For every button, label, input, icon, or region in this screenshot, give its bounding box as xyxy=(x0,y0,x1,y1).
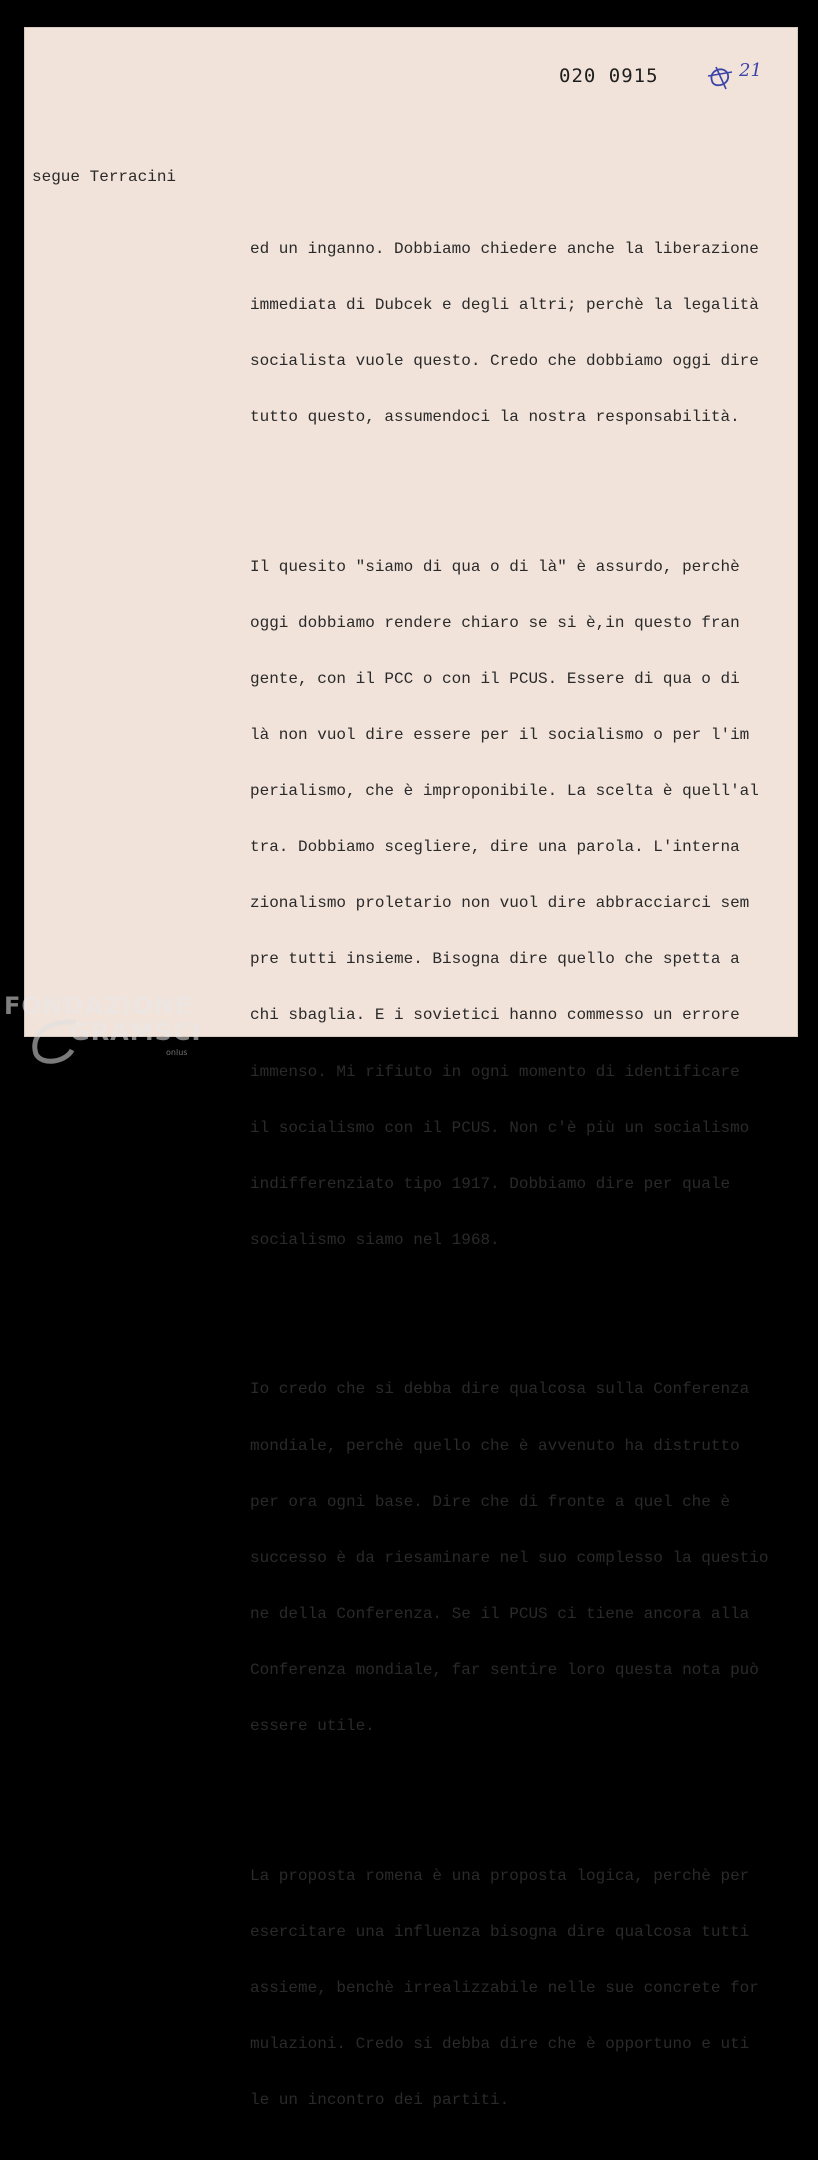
text-line: esercitare una influenza bisogna dire qualcosa tutti xyxy=(250,1922,750,1941)
text-line: socialismo siamo nel 1968. xyxy=(250,1230,500,1249)
text-line: le un incontro dei partiti. xyxy=(250,2090,510,2109)
paragraph xyxy=(250,520,770,1287)
text-line: La proposta romena è una proposta logica, perchè per xyxy=(250,1866,750,1885)
watermark-sub: onlus xyxy=(166,1048,188,1057)
text-line: zionalismo proletario non vuol dire abbracciarci sem xyxy=(250,894,750,913)
watermark-line2: GRAMSCI xyxy=(70,1018,202,1046)
handwritten-page-number: 21 xyxy=(739,60,762,81)
paragraph xyxy=(250,202,770,464)
text-line: oggi dobbiamo rendere chiaro se si è,in questo fran xyxy=(250,613,740,632)
text-line: immediata di Dubcek e degli altri; perchè la legalità xyxy=(250,295,759,314)
text-line: socialista vuole questo. Credo che dobbiamo oggi dire xyxy=(250,352,759,370)
text-line: ne della Conferenza. Se il PCUS ci tiene ancora alla xyxy=(250,1604,750,1623)
speaker-label: segue Terracini xyxy=(32,168,177,186)
text-line: Conferenza mondiale, far sentire loro questa nota può xyxy=(250,1660,759,1679)
text-line: chi sbaglia. E i sovietici hanno commesso un errore xyxy=(250,1006,740,1025)
text-line: indifferenziato tipo 1917. Dobbiamo dire per quale xyxy=(250,1174,731,1193)
archive-number: 020 0915 xyxy=(559,65,659,87)
text-line: là non vuol dire essere per il socialismo o per l'im xyxy=(250,725,750,744)
paragraph xyxy=(250,1343,770,1773)
paragraph xyxy=(250,1829,770,2147)
text-line: assieme, benchè irrealizzabile nelle sue concrete for xyxy=(250,1978,759,1997)
text-line: ed un inganno. Dobbiamo chiedere anche la liberazione xyxy=(250,239,759,258)
text-line: Io credo che si debba dire qualcosa sulla Conferenza xyxy=(250,1380,750,1399)
fondazione-gramsci-watermark xyxy=(4,988,204,1068)
text-line: tra. Dobbiamo scegliere, dire una parola. L'interna xyxy=(250,838,740,857)
text-line: mulazioni. Credo si debba dire che è opportuno e uti xyxy=(250,2034,750,2053)
text-line: tutto questo, assumendoci la nostra responsabilità. xyxy=(250,408,740,427)
text-line: il socialismo con il PCUS. Non c'è più un socialismo xyxy=(250,1118,750,1137)
text-line: perialismo, che è improponibile. La scelta è quell'al xyxy=(250,782,759,801)
text-line: Il quesito "siamo di qua o di là" è assurdo, perchè xyxy=(250,557,740,576)
text-line: immenso. Mi rifiuto in ogni momento di identificare xyxy=(250,1062,740,1081)
text-line: pre tutti insieme. Bisogna dire quello che spetta a xyxy=(250,950,740,969)
text-line: successo è da riesaminare nel suo complesso la questio xyxy=(250,1548,769,1567)
typewritten-body xyxy=(250,165,770,2160)
text-line: mondiale, perchè quello che è avvenuto ha distrutto xyxy=(250,1436,740,1455)
text-line: gente, con il PCC o con il PCUS. Essere di qua o di xyxy=(250,669,740,688)
watermark-line1: FONDAZIONE xyxy=(4,992,193,1020)
text-line: essere utile. xyxy=(250,1716,375,1735)
text-line: per ora ogni base. Dire che di fronte a quel che è xyxy=(250,1492,731,1511)
